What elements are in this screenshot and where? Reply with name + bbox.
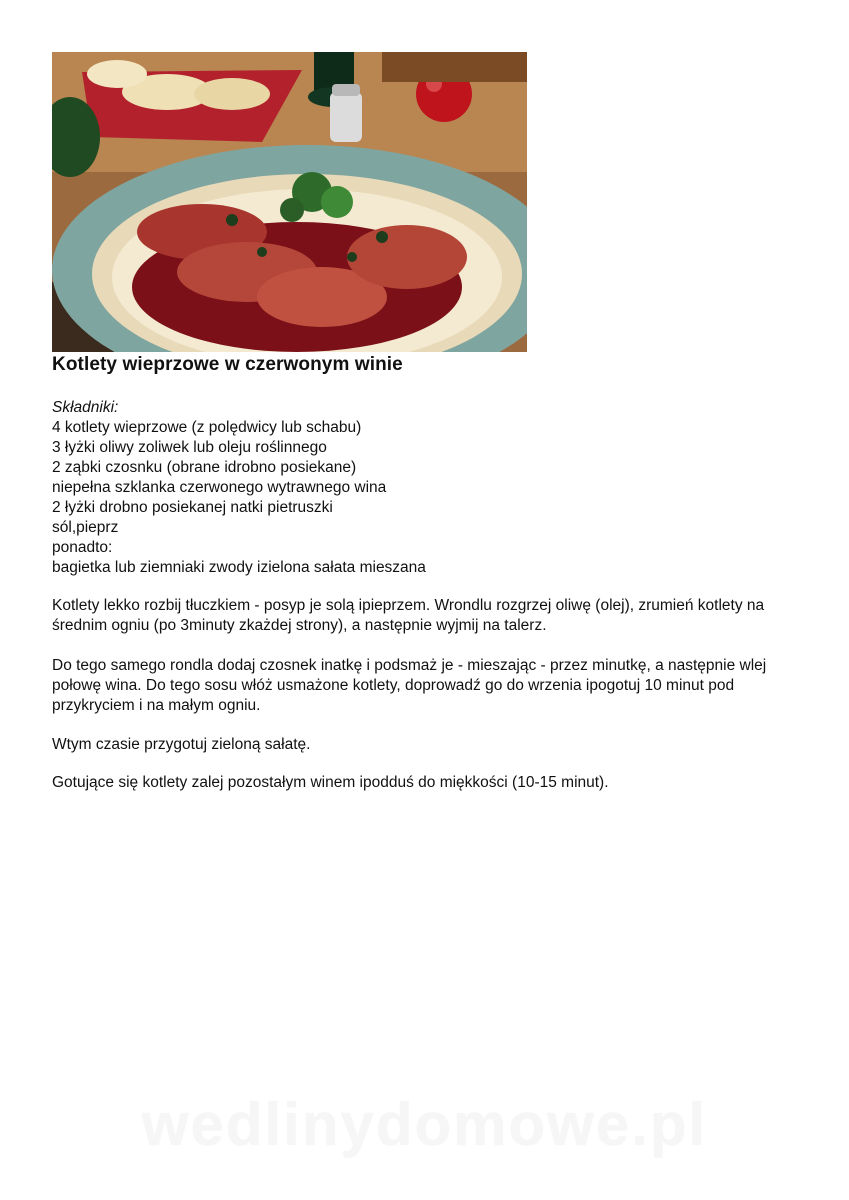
step-paragraph: Kotlety lekko rozbij tłuczkiem - posyp je solą ipieprzem. Wrondlu rozgrzej oliwę (olej), zrumień kotlety na średnim ogniu (po 3minuty zkażdej strony), a następnie wyjmij na talerz. (52, 597, 765, 634)
ingredient-item: ponadto: (52, 539, 113, 556)
ingredient-item: bagietka lub ziemniaki zwody izielona sałata mieszana (52, 559, 426, 576)
recipe-title: Kotlety wieprzowe w czerwonym winie (52, 354, 403, 375)
step-paragraph: Gotujące się kotlety zalej pozostałym winem ipodduś do miękkości (10-15 minut). (52, 774, 609, 791)
watermark: wedlinydomowe.pl (141, 1091, 708, 1158)
ingredient-item: niepełna szklanka czerwonego wytrawnego wina (52, 479, 387, 496)
ingredients-section (52, 398, 812, 578)
recipe-photo (52, 52, 527, 352)
ingredient-item: 2 łyżki drobno posiekanej natki pietruszki (52, 499, 333, 516)
step-paragraph: Wtym czasie przygotuj zieloną sałatę. (52, 736, 311, 753)
step-paragraph: Do tego samego rondla dodaj czosnek inatkę i podsmaż je - mieszając - przez minutkę, a następnie wlej połowę wina. Do tego sosu włóż usmażone kotlety, doprowadź go do wrzenia ipogotuj 10 minut pod przykryciem i na małym ogniu. (52, 657, 767, 714)
ingredient-item: 3 łyżki oliwy zoliwek lub oleju roślinnego (52, 439, 327, 456)
ingredient-item: 4 kotlety wieprzowe (z polędwicy lub schabu) (52, 419, 362, 436)
ingredients-list (52, 418, 812, 578)
ingredient-item: 2 ząbki czosnku (obrane idrobno posiekane) (52, 459, 357, 476)
ingredient-item: sól,pieprz (52, 519, 119, 536)
ingredients-label: Składniki: (52, 399, 119, 416)
